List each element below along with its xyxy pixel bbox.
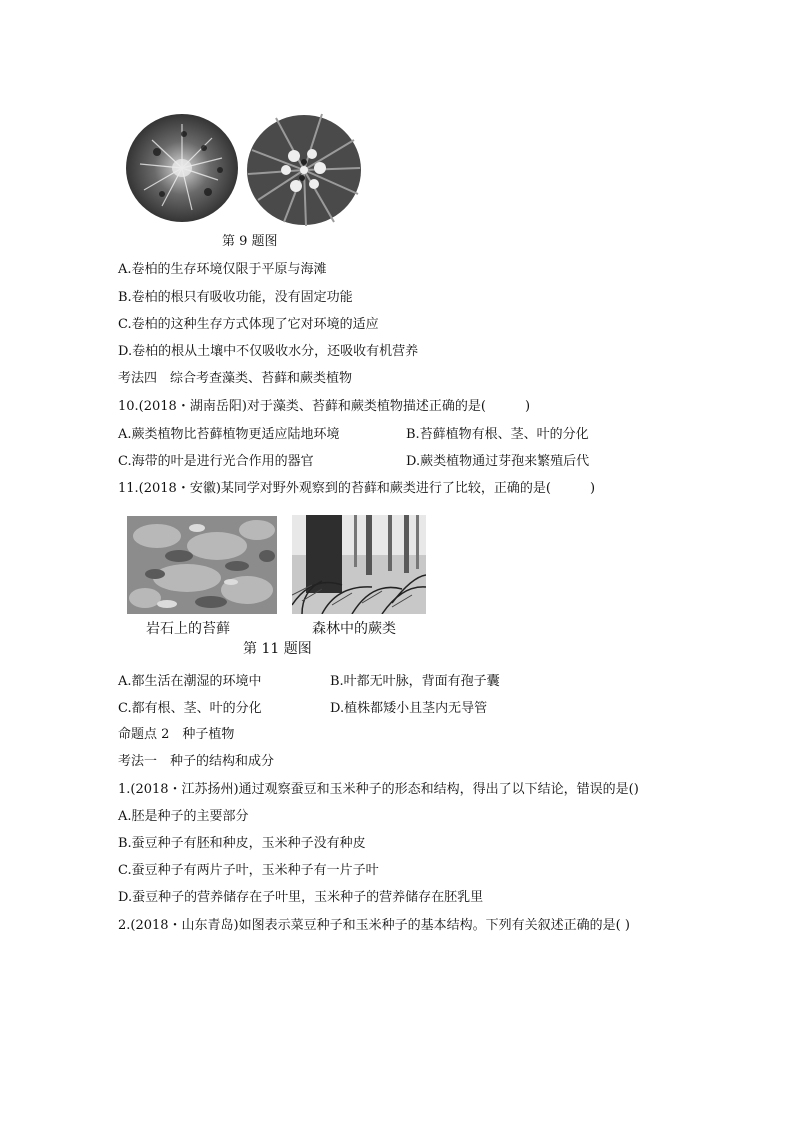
q11-option-d: D.植株都矮小且茎内无导管	[330, 701, 488, 716]
figure-11-caption: 第 11 题图	[243, 641, 312, 657]
q11-stem: 11.(2018・安徽)某同学对野外观察到的苔藓和蕨类进行了比较，正确的是( )	[118, 481, 596, 496]
moss-label: 岩石上的苔藓	[146, 621, 230, 637]
q9-option-c: C.卷柏的这种生存方式体现了它对环境的适应	[118, 317, 379, 332]
q10-option-b: B.苔藓植物有根、茎、叶的分化	[406, 427, 589, 442]
q10-stem: 10.(2018・湖南岳阳)对于藻类、苔藓和蕨类植物描述正确的是( )	[118, 399, 531, 414]
q9-option-b: B.卷柏的根只有吸收功能，没有固定功能	[118, 290, 353, 305]
topic-heading-point2: 命题点 2 种子植物	[118, 727, 235, 742]
q1-option-a: A.胚是种子的主要部分	[118, 809, 249, 824]
q1-option-c: C.蚕豆种子有两片子叶，玉米种子有一片子叶	[118, 863, 379, 878]
selaginella-dry-photo	[122, 110, 240, 226]
figure-9-caption: 第 9 题图	[222, 234, 278, 249]
fern-label: 森林中的蕨类	[312, 621, 396, 637]
q2-stem: 2.(2018・山东青岛)如图表示菜豆种子和玉米种子的基本结构。下列有关叙述正确的是( )	[118, 918, 630, 933]
section-heading-kaofa1: 考法一 种子的结构和成分	[118, 754, 275, 769]
moss-on-rock-photo	[127, 516, 277, 614]
section-heading-kaofa4: 考法四 综合考查藻类、苔藓和蕨类植物	[118, 371, 353, 386]
q11-option-b: B.叶都无叶脉，背面有孢子囊	[330, 674, 500, 689]
q1-option-b: B.蚕豆种子有胚和种皮，玉米种子没有种皮	[118, 836, 366, 851]
q1-option-d: D.蚕豆种子的营养储存在子叶里，玉米种子的营养储存在胚乳里	[118, 890, 484, 905]
q9-option-d: D.卷柏的根从土壤中不仅吸收水分，还吸收有机营养	[118, 344, 419, 359]
selaginella-moist-photo	[244, 110, 364, 228]
q1-stem: 1.(2018・江苏扬州)通过观察蚕豆和玉米种子的形态和结构，得出了以下结论，错误的是()	[118, 782, 639, 797]
q11-option-c: C.都有根、茎、叶的分化	[118, 701, 262, 716]
q9-option-a: A.卷柏的生存环境仅限于平原与海滩	[118, 262, 327, 277]
q10-option-c: C.海带的叶是进行光合作用的器官	[118, 454, 314, 469]
q11-option-a: A.都生活在潮湿的环境中	[118, 674, 262, 689]
q10-option-d: D.蕨类植物通过芽孢来繁殖后代	[406, 454, 590, 469]
fern-in-forest-photo	[292, 515, 426, 614]
q10-option-a: A.蕨类植物比苔藓植物更适应陆地环境	[118, 427, 340, 442]
